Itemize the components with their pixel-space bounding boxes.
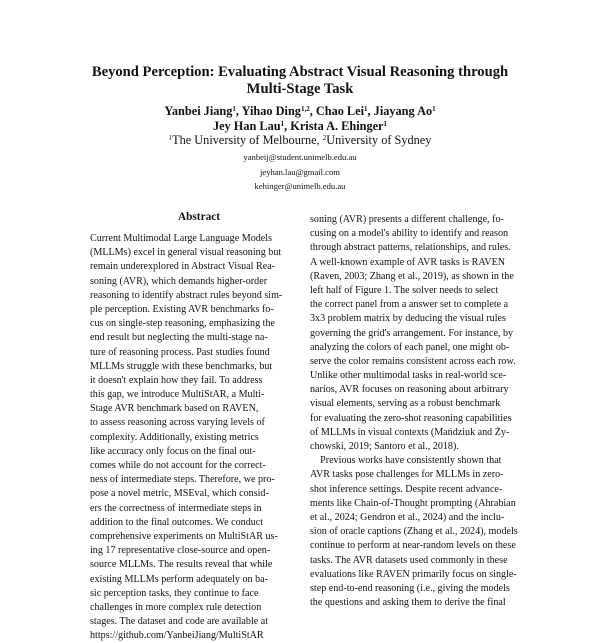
text-line: serve the color remains consistent across each row.	[310, 355, 516, 367]
text-line: stages. The dataset and code are available at	[90, 616, 269, 628]
text-line: it doesn't explain how they fail. To address	[90, 374, 263, 386]
author-affil-mark: 1	[432, 105, 436, 113]
text-line: evaluations like RAVEN primarily focus on single-	[310, 568, 517, 580]
text-line: 3x3 problem matrix by deducing the visual rules	[310, 313, 506, 325]
text-line: cus on single-step reasoning, emphasizing the	[90, 318, 276, 330]
text-line: Stage AVR benchmark based on RAVEN,	[90, 403, 259, 415]
text-line: the correct panel from a answer set to complete a	[310, 299, 509, 311]
affiliations	[40, 133, 560, 148]
text-line: comes while do not account for the correct-	[90, 460, 266, 471]
affil-mark: 1	[168, 134, 173, 142]
text-line: continue to perform at near-random levels on these	[310, 540, 516, 552]
paper-title	[40, 64, 560, 98]
text-line: Unlike other multimodal tasks in real-world sce-	[310, 370, 507, 382]
intro-body	[310, 213, 560, 610]
text-line: shot inference settings. Despite recent advance-	[310, 483, 503, 495]
text-line: ture of reasoning process. Past studies found	[90, 346, 270, 358]
text-line: ers the correctness of intermediate steps in	[90, 502, 262, 514]
text-line: soning (AVR), which demands higher-order	[90, 275, 268, 287]
text-line: et al., 2024; Gendron et al., 2024) and the inclu-	[310, 511, 505, 523]
text-line: end result but neglecting the multi-stage na-	[90, 332, 268, 344]
text-line: addition to the final outcomes. We conduct	[90, 516, 264, 528]
text-line: like accuracy only focus on the final out-	[90, 445, 256, 457]
author-email[interactable]: yanbeij@student.unimelb.edu.au	[243, 152, 357, 162]
text-line: of MLLMs in visual contexts (Mańdziuk and Ży-	[310, 426, 510, 438]
text-line: source MLLMs. The results reveal that while	[90, 559, 273, 571]
author-affil-mark: 1	[232, 105, 236, 113]
text-line: sion of oracle captions (Zhang et al., 2024), models	[310, 526, 518, 538]
text-line: existing MLLMs perform adequately on ba-	[90, 573, 268, 585]
affiliation-text: The University of Melbourne,	[172, 133, 323, 147]
text-line: tasks. The AVR datasets used commonly in these	[310, 554, 508, 566]
author-name: Yihao Ding	[241, 104, 301, 118]
text-line: sic perception tasks, they continue to face	[90, 587, 259, 599]
author-email[interactable]: kehinger@unimelb.edu.au	[254, 181, 346, 191]
text-line: challenges in more complex rule detection	[90, 601, 262, 613]
repo-link[interactable]: https://github.com/YanbeiJiang/MultiStAR	[90, 630, 264, 642]
text-line: Previous works have consistently shown that	[310, 455, 502, 467]
text-line: this gap, we introduce MultiStAR, a Multi-	[90, 389, 265, 401]
title-line: Beyond Perception: Evaluating Abstract Visual Reasoning through	[91, 64, 509, 80]
text-line: chowski, 2019; Santoro et al., 2018).	[310, 441, 459, 452]
text-line: through abstract patterns, relationships, and rules.	[310, 242, 511, 254]
affil-mark: 2	[322, 134, 327, 142]
text-line: pose a novel metric, MSEval, which consid-	[90, 488, 269, 500]
title-line: Multi-Stage Task	[246, 81, 354, 97]
text-line: complexity. Additionally, existing metrics	[90, 431, 259, 443]
text-line: comprehensive experiments on MultiStAR us-	[90, 530, 278, 542]
text-line: MLLMs struggle with these benchmarks, but	[90, 360, 273, 372]
text-line: (Raven, 2003; Zhang et al., 2019), as shown in the	[310, 270, 514, 282]
text-line: left half of Figure 1. The solver needs to select	[310, 284, 499, 296]
text-line: ness of intermediate steps. Therefore, we pro-	[90, 474, 275, 486]
author-name: Yanbei Jiang	[164, 104, 233, 118]
author-affil-mark: 1,2	[300, 105, 310, 113]
text-line: step end-to-end reasoning (i.e., giving the models	[310, 582, 510, 594]
author-affil-mark: 1	[383, 120, 388, 128]
text-line: cusing on a model's ability to identify and reason	[310, 228, 509, 240]
text-line: for evaluating the zero-shot reasoning capabilities	[310, 412, 512, 424]
text-line: ple perception. Existing AVR benchmarks fo-	[90, 303, 274, 315]
author-affil-mark: 1	[364, 105, 368, 113]
text-line: narios, AVR focuses on reasoning about arbitrary	[310, 384, 509, 396]
text-line: visual elements, serving as a robust benchmark	[310, 398, 501, 410]
text-line: the questions and asking them to derive the final	[310, 597, 506, 609]
text-line: AVR tasks pose challenges for MLLMs in zero-	[310, 469, 504, 481]
text-line: soning (AVR) presents a different challenge, fo-	[310, 214, 504, 225]
text-line: Current Multimodal Large Language Models	[90, 233, 273, 244]
text-line: ments like Chain-of-Thought prompting (Ahrabian	[310, 497, 516, 509]
text-line: to assess reasoning across varying levels of	[90, 417, 265, 429]
author-name: Chao Lei	[315, 104, 365, 118]
text-line: (MLLMs) excel in general visual reasoning but	[90, 247, 282, 259]
text-line: reasoning to identify abstract rules beyond sim-	[90, 289, 283, 301]
text-line: governing the grid's arrangement. For instance, by	[310, 327, 514, 339]
text-line: remain underexplored in Abstract Visual Rea-	[90, 261, 276, 273]
author-email[interactable]: jeyhan.lau@gmail.com	[260, 167, 340, 177]
affiliation-text: University of Sydney	[326, 133, 432, 147]
abstract-body	[90, 232, 302, 643]
author-name: Krista A. Ehinger	[290, 119, 384, 133]
author-name: Jiayang Ao	[373, 104, 433, 118]
author-affil-mark: 1	[280, 120, 285, 128]
text-line: A well-known example of AVR tasks is RAVEN	[310, 256, 506, 268]
abstract-heading: Abstract	[177, 211, 221, 223]
author-name: Jey Han Lau	[212, 119, 281, 133]
text-line: ing 17 representative close-source and open-	[90, 545, 271, 557]
text-line: analyzing the colors of each panel, one might ob-	[310, 341, 510, 353]
author-list: Yanbei Jiang$^1$, Yihao Ding$^{1,2}$, Chao Lei$^1$, Jiayang Ao$^1$ Jey Han Lau$^1$, Krista A. Ehinger$^1$	[164, 104, 436, 133]
